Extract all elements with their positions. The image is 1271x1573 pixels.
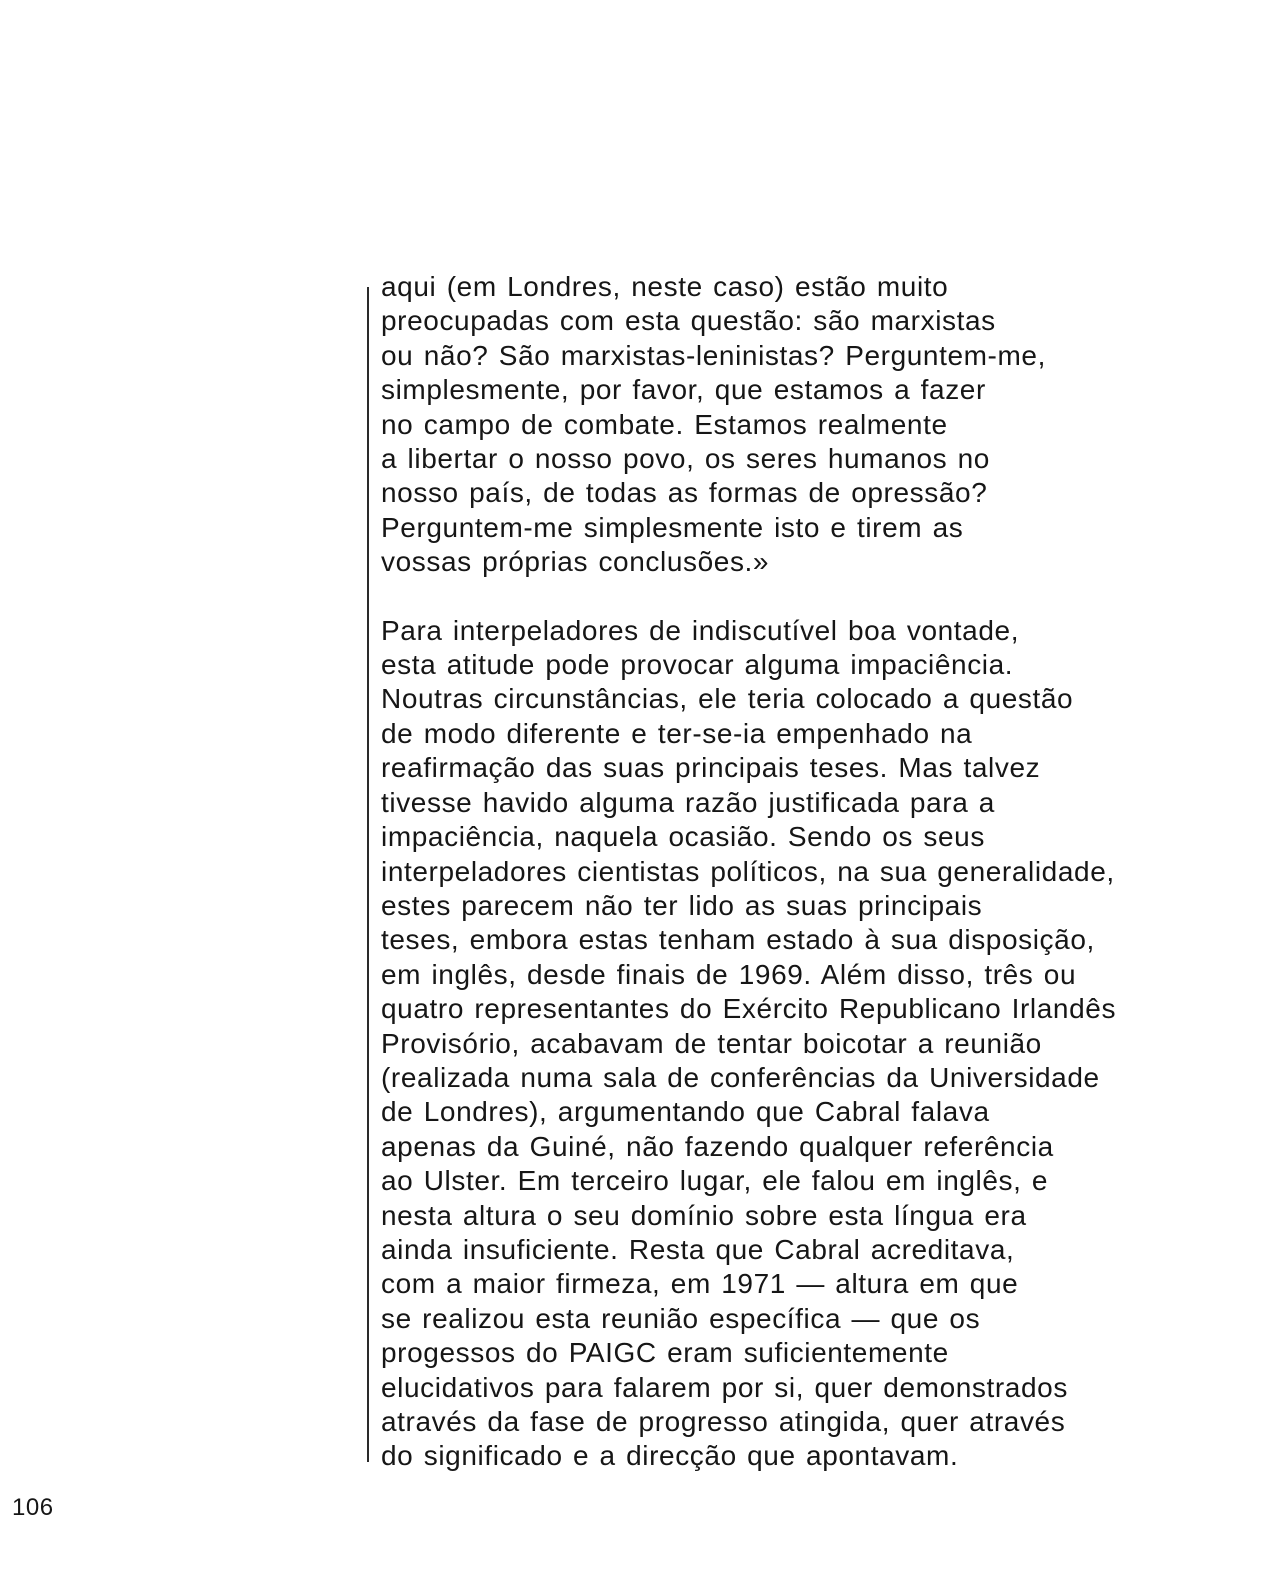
text-line: do significado e a direcção que apontavam. <box>381 1440 959 1472</box>
text-line: esta atitude pode provocar alguma impaciência. <box>381 649 1014 681</box>
text-line: no campo de combate. Estamos realmente <box>381 408 948 440</box>
text-line: nesta altura o seu domínio sobre esta língua era <box>381 1199 1027 1231</box>
text-line: impaciência, naquela ocasião. Sendo os seus <box>381 821 985 853</box>
text-line: progessos do PAIGC eram suficientemente <box>381 1337 949 1369</box>
text-line: com a maior firmeza, em 1971 — altura em que <box>381 1268 1019 1300</box>
text-line: Perguntem-me simplesmente isto e tirem as <box>381 511 964 543</box>
text-line: apenas da Guiné, não fazendo qualquer referência <box>381 1130 1054 1162</box>
text-line: teses, embora estas tenham estado à sua disposição, <box>381 924 1095 956</box>
text-line: através da fase de progresso atingida, quer através <box>381 1406 1066 1437</box>
text-line: Para interpeladores de indiscutível boa vontade, <box>381 614 1020 646</box>
text-line: aqui (em Londres, neste caso) estão muito <box>381 271 949 302</box>
text-line: de Londres), argumentando que Cabral falava <box>381 1096 990 1128</box>
text-line: tivesse havido alguma razão justificada para a <box>381 786 995 818</box>
text-line: interpeladores cientistas políticos, na sua generalidade, <box>381 855 1115 887</box>
text-line: quatro representantes do Exército Republicano Irlandês <box>381 993 1117 1025</box>
text-line: a libertar o nosso povo, os seres humanos no <box>381 443 990 475</box>
text-line: ainda insuficiente. Resta que Cabral acreditava, <box>381 1233 1015 1265</box>
text-line: estes parecem não ter lido as suas principais <box>381 889 983 921</box>
page-number: 106 <box>12 1494 54 1521</box>
text-line: se realizou esta reunião específica — que os <box>381 1302 981 1334</box>
body-text <box>381 270 1241 1474</box>
text-line: de modo diferente e ter-se-ia empenhado na <box>381 717 973 749</box>
text-line: vossas próprias conclusões.» <box>381 546 770 578</box>
text-line: preocupadas com esta questão: são marxistas <box>381 305 996 337</box>
paragraph-quote-ending <box>381 270 1241 580</box>
paragraph-gap <box>381 580 1241 614</box>
text-line: Noutras circunstâncias, ele teria colocado a questão <box>381 683 1074 715</box>
text-line: nosso país, de todas as formas de opressão? <box>381 477 988 509</box>
text-line: ao Ulster. Em terceiro lugar, ele falou em inglês, e <box>381 1165 1049 1197</box>
text-line: ou não? São marxistas-leninistas? Perguntem-me, <box>381 339 1046 371</box>
text-line: reafirmação das suas principais teses. Mas talvez <box>381 752 1041 784</box>
text-line: simplesmente, por favor, que estamos a fazer <box>381 374 986 406</box>
text-line: em inglês, desde finais de 1969. Além disso, três ou <box>381 958 1077 990</box>
text-line: elucidativos para falarem por si, quer demonstrados <box>381 1371 1068 1403</box>
paragraph-commentary <box>381 614 1241 1474</box>
text-line: Provisório, acabavam de tentar boicotar a reunião <box>381 1027 1042 1059</box>
text-line: (realizada numa sala de conferências da Universidade <box>381 1061 1100 1093</box>
margin-rule <box>367 287 369 1462</box>
